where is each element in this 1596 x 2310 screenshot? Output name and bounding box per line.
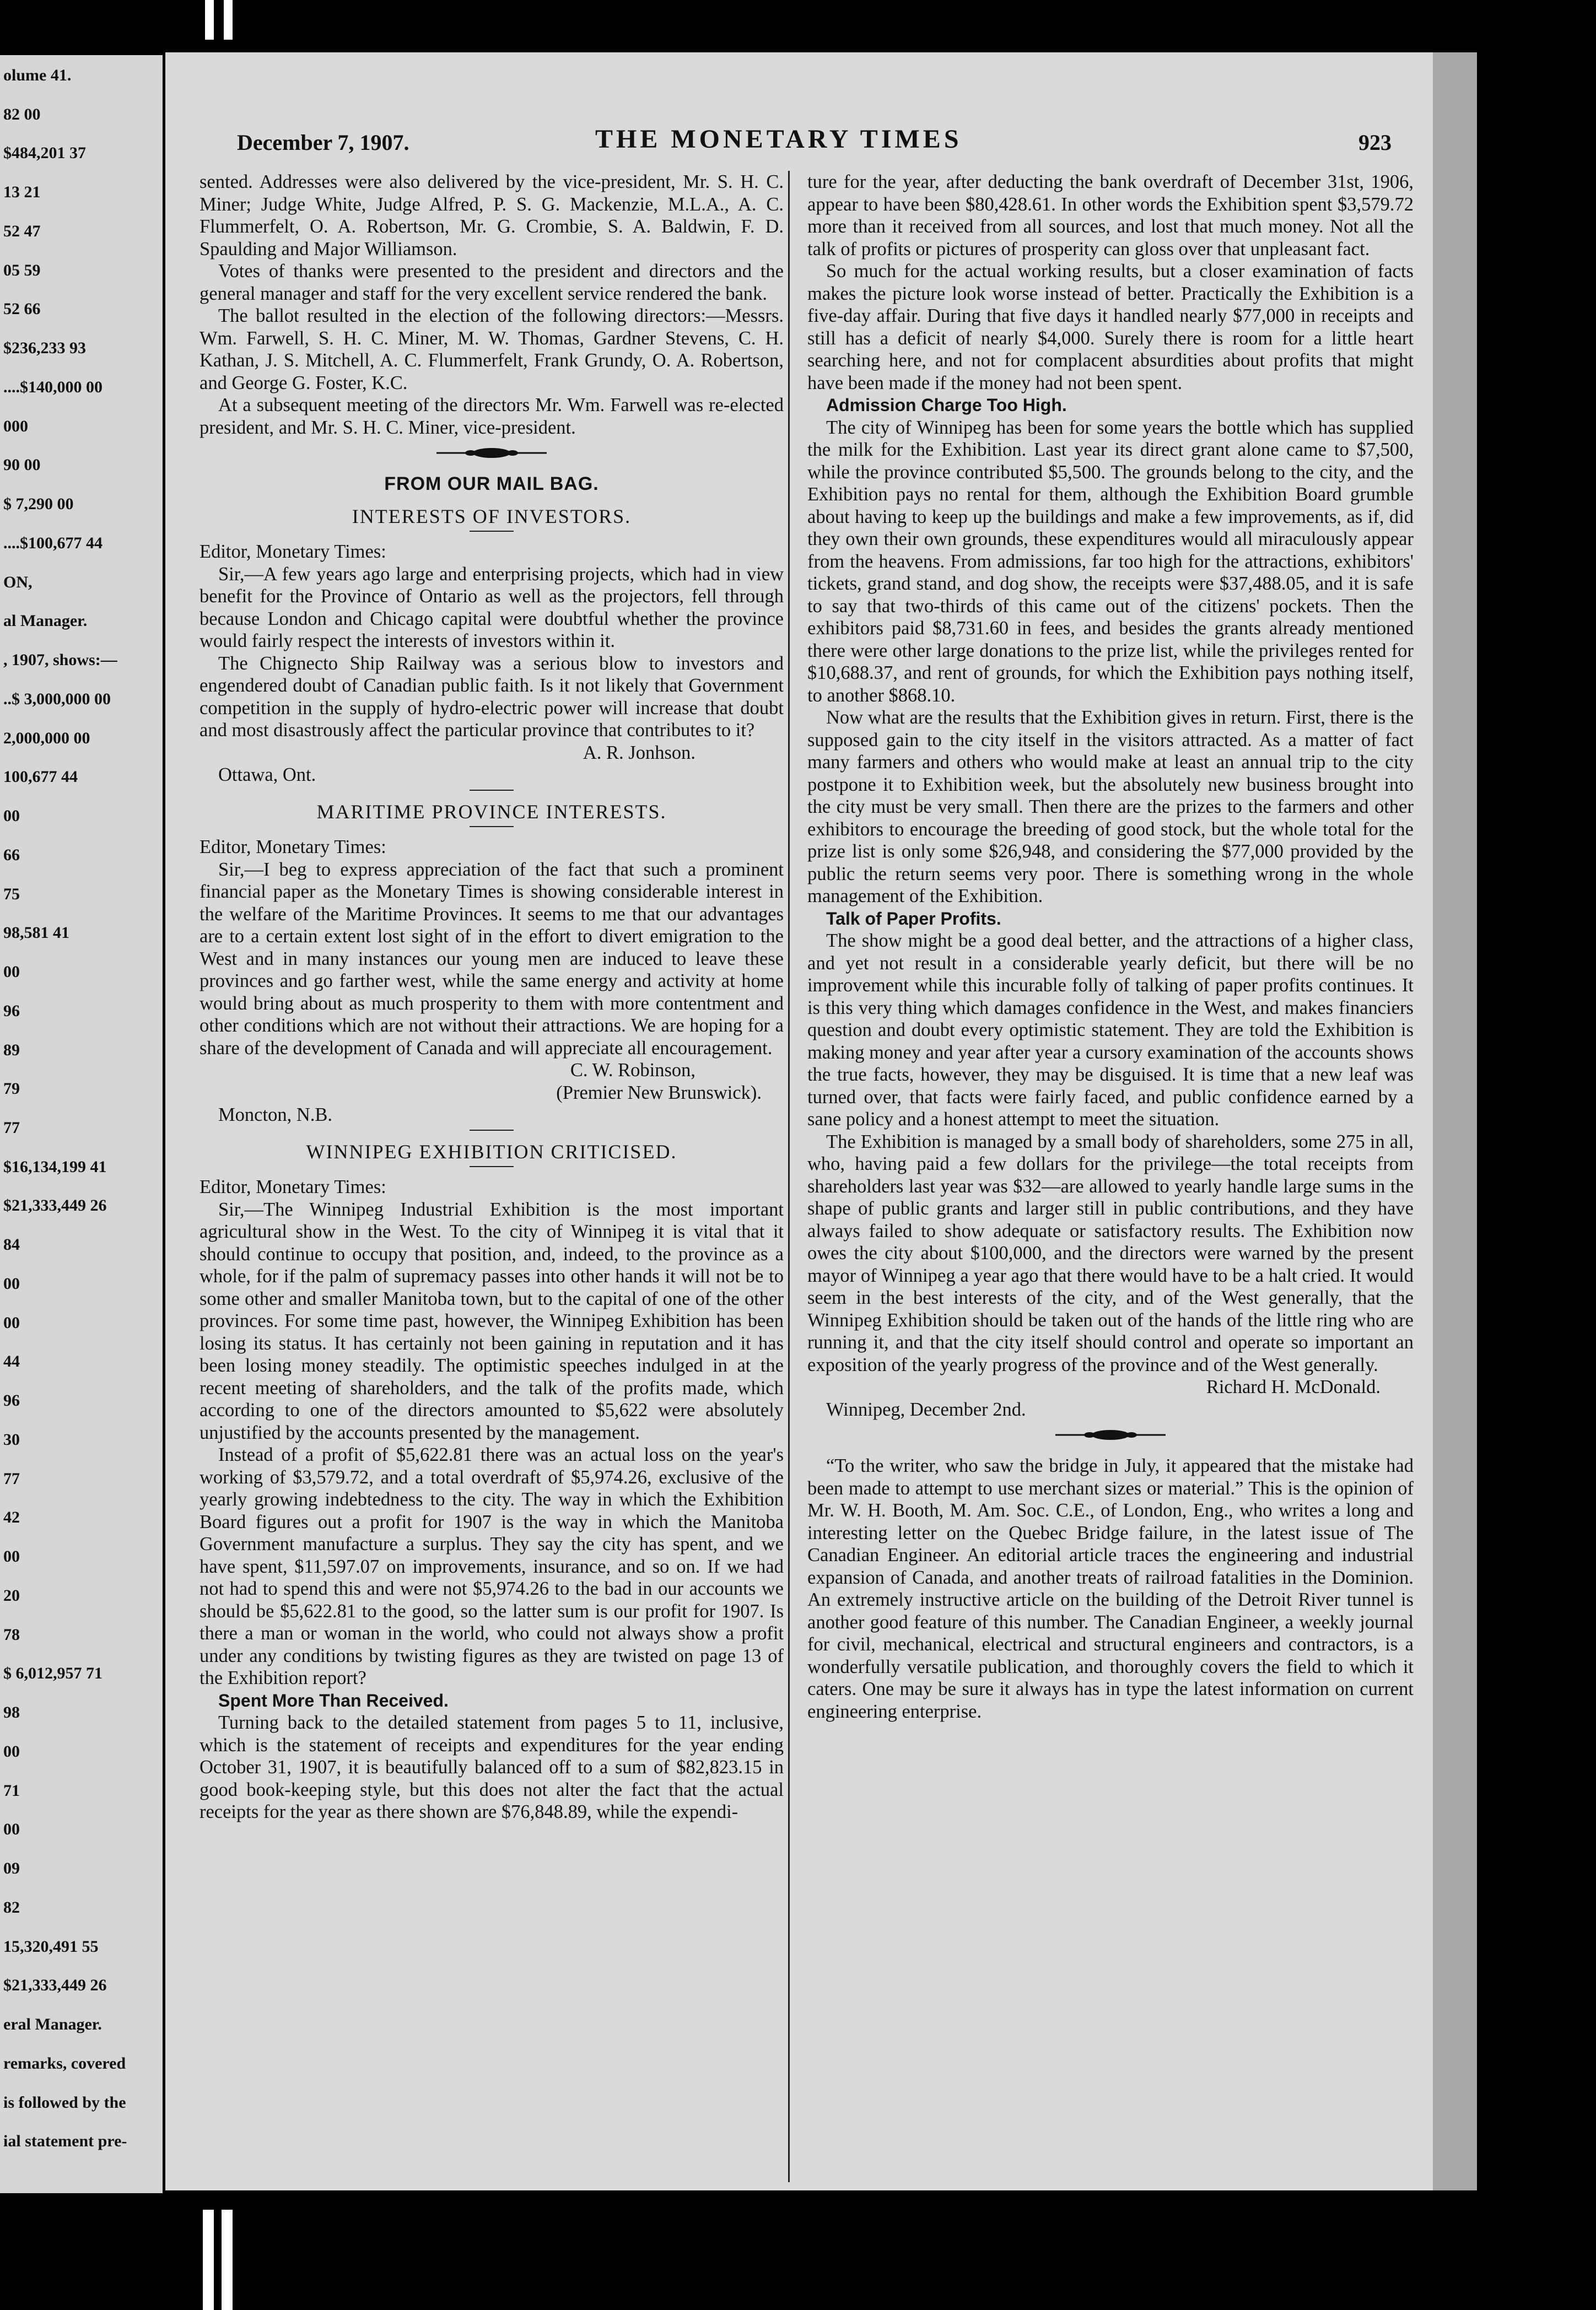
previous-page-fragment: 90 00 [3, 456, 41, 474]
previous-page-fragment: 52 66 [3, 300, 41, 319]
previous-page-fragment: 15,320,491 55 [3, 1937, 99, 1956]
previous-page-fragment: 00 [3, 1820, 20, 1839]
previous-page-fragment: $21,333,449 26 [3, 1196, 107, 1215]
previous-page-fragment: 20 [3, 1586, 20, 1605]
previous-page-fragment: 00 [3, 1742, 20, 1761]
dateline: Moncton, N.B. [218, 1104, 332, 1125]
previous-page-fragment: 00 [3, 1274, 20, 1293]
column-rule [788, 171, 790, 2182]
letter-paragraph: Instead of a profit of $5,622.81 there was an actual loss on the year's working of $3,579.72, and a total overdraft of $5,974.26, exclusive of the yearly growing indebtedness to the city. The way in which the Exhibition Board figures out a profit for 1907 is the way in which the Manitoba Government manufacture a surplus. They say the city has spent, and we have spent, $11,597.07 on improvements, insurance, and so on. If we had not had to spend this and were not $5,974.26 to the bad in our accounts we should be $5,622.81 to the good, so the latter sum is our profit for 1907. Is there a man or woman in the world, who could not always show a profit under any conditions by twisting figures as they are twisted on page 13 of the Exhibition report? [199, 1444, 784, 1688]
subheading: Talk of Paper Profits. [826, 908, 1001, 929]
previous-page-fragment: ....$100,677 44 [3, 533, 103, 552]
letter-paragraph: Sir,—I beg to express appreciation of the fact that such a prominent financial paper as the Monetary Times is showing considerable interest in the welfare of the Maritime Provinces. It seems to me that our advantages are to a certain extent lost sight of in the effort to divert emigration to the West and in many instances our young men are induced to leave these provinces and go farther west, while the same energy and activity at home would bring about as much prosperity to them with more contentment and other conditions which are not without their attractions. We are hoping for a share of the development of Canada and will appreciate all encouragement. [199, 859, 784, 1059]
signature-title: (Premier New Brunswick). [556, 1082, 762, 1103]
previous-page-fragment: 75 [3, 884, 20, 903]
previous-page-fragment: , 1907, shows:— [3, 651, 117, 670]
salutation: Editor, Monetary Times: [199, 1176, 386, 1197]
article-paragraph: “To the writer, who saw the bridge in July, it appeared that the mistake had been made to attempt to use merchant sizes or material.” This is the opinion of Mr. W. H. Booth, M. Am. Soc. C.E., of London, Eng., who writes a long and interesting letter on the Quebec Bridge failure, in the latest issue of The Canadian Engineer. An editorial article traces the engineering and industrial expansion of Canada, and another treats of railroad fatalities in the Dominion. An extremely instructive article on the building of the Detroit River tunnel is another good feature of this number. The Canadian Engineer, a weekly journal for civil, mechanical, electrical and structural engineers and contractors, is a wonderfully versatile publication, and thoroughly covers the field to which it caters. One may be sure it always has in type the latest information on current engineering enterprise. [807, 1455, 1414, 1722]
letter-paragraph: Now what are the results that the Exhibition gives in return. First, there is the supposed gain to the city itself in the visitors attracted. As a matter of fact many farmers and others who would make at least an annual trip to the city postpone it to Exhibition week, but the absolutely new business brought into the city must be very small. Then there are the prizes to the farmers and other exhibitors to encourage the breeding of good stock, but the whole total for the prize list is only some $26,948, and considering the $77,000 provided by the public the return seems very poor. There is something wrong in the whole management of the Exhibition. [807, 707, 1414, 906]
article-paragraph: The ballot resulted in the election of the following directors:—Messrs. Wm. Farwell, S. H. C. Miner, M. W. Thomas, Gardner Stevens, C. H. Kathan, J. S. Mitchell, A. C. Flummerfelt, Frank Grundy, O. A. Robertson, and George G. Foster, K.C. [199, 305, 784, 393]
previous-page-fragment: 79 [3, 1080, 20, 1098]
letter-paragraph: Sir,—The Winnipeg Industrial Exhibition is the most important agricultural show in the West. To the city of Winnipeg it is vital that it should continue to occupy that position, and, indeed, to the province as a whole, for if the palm of supremacy passes into other hands it will not be to some other and smaller Manitoba town, but to the capital of one of the other provinces. For some time past, however, the Winnipeg Exhibition has been losing its status. It has certainly not been gaining in reputation and it has been losing money steadily. The optimistic speeches indulged in at the recent meeting of shareholders, and the talk of the profits made, which according to one of the directors amounted to $5,622 were absolutely unjustified by the accounts presented by the management. [199, 1199, 784, 1443]
previous-page-fragment: ....$140,000 00 [3, 377, 103, 396]
letter-paragraph: The Exhibition is managed by a small body of shareholders, some 275 in all, who, having paid a few dollars for the privilege—the total receipts from shareholders last year was $32—are allowed to yearly handle large sums in the shape of public grants and larger still in public contributions, and they have always failed to show adequate or satisfactory results. The Exhibition now owes the city about $100,000, and the directors were warned by the present mayor of Winnipeg a year ago that there would have to be a halt cried. It would seem in the best interests of the city, and of the West generally, that the Winnipeg Exhibition should be taken out of the hands of the little ring who are running it, and that the city itself should control and operate so important an exposition of the yearly progress of the province and of the West generally. [807, 1131, 1414, 1375]
previous-page-fragment: 42 [3, 1508, 20, 1527]
previous-page-fragment: 82 00 [3, 105, 41, 123]
previous-page-edge [0, 55, 163, 2193]
short-rule [470, 1166, 514, 1167]
previous-page-fragment: al Manager. [3, 612, 88, 630]
issue-date: December 7, 1907. [237, 130, 409, 155]
short-rule [470, 531, 514, 532]
previous-page-fragment: 84 [3, 1235, 20, 1254]
previous-page-fragment: 77 [3, 1469, 20, 1488]
previous-page-fragment: ial statement pre- [3, 2132, 127, 2151]
page-number: 923 [1358, 130, 1392, 155]
article-paragraph: sented. Addresses were also delivered by the vice-president, Mr. S. H. C. Miner; Judge White, Judge Alfred, P. S. G. Mackenzie, M.L.A., A. C. Flummerfelt, O. A. Robertson, Mr. G. Crombie, S. A. Baldwin, F. D. Spaulding and Major Williamson. [199, 171, 784, 260]
dateline: Winnipeg, December 2nd. [826, 1399, 1026, 1420]
previous-page-fragment: $ 7,290 00 [3, 495, 74, 514]
signature: A. R. Jonhson. [583, 742, 695, 763]
letter-paragraph: The city of Winnipeg has been for some years the bottle which has supplied the milk for the Exhibition. Last year its direct grant alone came to $7,500, while the province contributed $5,500. The grounds belong to the city, and the Exhibition pays no rental for them, although the Exhibition Board grumble about having to keep up the buildings and make a few improvements, as if, did they own their own grounds, these expenditures would all miraculously appear from the heavens. From admissions, far too high for the attractions, exhibitors' tickets, grand stand, and dog show, the receipts were $37,488.05, and it is safe to say that two-thirds of this came out of the citizens' pockets. Then the exhibitors paid $8,731.60 in fees, and besides the grants already mentioned there were other large donations to the prize list, while the privileges rented for $10,688.37, and rent of grounds, for which the Exhibition pays nothing itself, to another $868.10. [807, 417, 1414, 706]
letter-title: INTERESTS OF INVESTORS. [352, 505, 632, 527]
previous-page-fragment: 66 [3, 845, 20, 864]
right-column [807, 171, 1414, 1723]
ornament-divider [807, 1428, 1414, 1442]
previous-page-fragment: 44 [3, 1352, 20, 1371]
page-header [165, 124, 1433, 163]
subheading: Spent More Than Received. [218, 1690, 449, 1710]
previous-page-fragment: $21,333,449 26 [3, 1976, 107, 1995]
previous-page-fragment: $484,201 37 [3, 144, 86, 163]
previous-page-fragment: 000 [3, 417, 28, 435]
previous-page-fragment: 100,677 44 [3, 768, 78, 786]
salutation: Editor, Monetary Times: [199, 541, 386, 562]
previous-page-fragment: $ 6,012,957 71 [3, 1664, 103, 1683]
salutation: Editor, Monetary Times: [199, 836, 386, 857]
binding-mark [203, 2210, 214, 2310]
binding-mark [222, 2210, 233, 2310]
letter-title: WINNIPEG EXHIBITION CRITICISED. [306, 1140, 677, 1163]
letter-paragraph: The show might be a good deal better, and the attractions of a higher class, and yet not result in a considerable yearly deficit, but there will be no improvement while this incurable folly of talking of paper profits continues. It is this very thing which damages confidence in the West, and makes financiers question and doubt every optimistic statement. They are told the Exhibition is making money and year after year a cursory examination of the accounts shows the true facts, however, they may be disguised. It is time that a new leaf was turned over, that facts were fairly faced, and public confidence earned by a sane policy and a honest attempt to meet the situation. [807, 930, 1414, 1130]
article-paragraph: Votes of thanks were presented to the president and directors and the general manager and staff for the very excellent service rendered the bank. [199, 261, 784, 304]
letter-paragraph: Sir,—A few years ago large and enterprising projects, which had in view benefit for the Province of Ontario as well as the projectors, fell through because London and Chicago capital were doubtful whether the province would fairly respect the interests of investors within it. [199, 563, 784, 651]
subheading: Admission Charge Too High. [826, 395, 1067, 415]
previous-page-fragment: 00 [3, 807, 20, 825]
previous-page-fragment: olume 41. [3, 66, 72, 84]
previous-page-fragment: 52 47 [3, 222, 41, 240]
masthead: THE MONETARY TIMES [595, 125, 962, 154]
previous-page-fragment: 78 [3, 1625, 20, 1644]
dateline: Ottawa, Ont. [218, 764, 316, 785]
previous-page-fragment: 89 [3, 1040, 20, 1059]
newspaper-page [165, 52, 1433, 2190]
binding-mark [224, 0, 233, 40]
previous-page-fragment: 00 [3, 963, 20, 981]
letter-title: MARITIME PROVINCE INTERESTS. [316, 800, 667, 823]
previous-page-fragment: is followed by the [3, 2093, 126, 2112]
previous-page-fragment: 13 21 [3, 183, 41, 202]
previous-page-fragment: 82 [3, 1898, 20, 1917]
letter-paragraph: ture for the year, after deducting the bank overdraft of December 31st, 1906, appear to have been $80,428.61. In other words the Exhibition spent $3,579.72 more than it received from all sources, and lost that much money. Not all the talk of profits or pictures of prosperity can gloss over that unpleasant fact. [807, 171, 1414, 260]
binding-mark [205, 0, 214, 40]
letter-paragraph: Turning back to the detailed statement from pages 5 to 11, inclusive, which is the statement of receipts and expenditures for the year ending October 31, 1907, it is beautifully balanced off to a sum of $82,823.15 in good book-keeping style, but this does not alter the fact that the actual receipts for the year as there shown are $76,848.89, while the expendi- [199, 1712, 784, 1822]
article-paragraph: At a subsequent meeting of the directors Mr. Wm. Farwell was re-elected president, and Mr. S. H. C. Miner, vice-president. [199, 395, 784, 438]
previous-page-fragment: 71 [3, 1781, 20, 1800]
previous-page-fragment: 98,581 41 [3, 924, 69, 942]
previous-page-fragment: 98 [3, 1703, 20, 1722]
previous-page-fragment: 00 [3, 1547, 20, 1566]
previous-page-fragment: 96 [3, 1391, 20, 1410]
left-column [199, 171, 784, 1823]
previous-page-fragment: 00 [3, 1313, 20, 1332]
page-edge-shadow [1433, 52, 1477, 2190]
previous-page-fragment: eral Manager. [3, 2015, 102, 2034]
previous-page-fragment: 30 [3, 1430, 20, 1449]
short-rule [470, 790, 514, 791]
short-rule [470, 1130, 514, 1131]
letter-paragraph: The Chignecto Ship Railway was a serious blow to investors and engendered doubt of Canadian public faith. Is it not likely that Government competition in the supply of hydro-electric power will increase that doubt and most disastrously affect the particular province that contributes to it? [199, 652, 784, 741]
previous-page-fragment: ..$ 3,000,000 00 [3, 689, 111, 708]
signature: Richard H. McDonald. [1206, 1377, 1381, 1397]
previous-page-fragment: remarks, covered [3, 2054, 126, 2072]
previous-page-fragment: 2,000,000 00 [3, 728, 90, 747]
previous-page-fragment: 77 [3, 1119, 20, 1137]
signature: C. W. Robinson, [570, 1060, 695, 1081]
previous-page-fragment: $16,134,199 41 [3, 1157, 107, 1176]
ornament-divider [199, 446, 784, 460]
short-rule [470, 826, 514, 827]
letter-paragraph: So much for the actual working results, but a closer examination of facts makes the picture look worse instead of better. Practically the Exhibition is a five-day affair. During that five days it handled nearly $77,000 in receipts and still has a deficit of nearly $4,000. Surely there is room for a little heart searching here, and not for complacent absurdities about profits that might have been made if the money had not been spent. [807, 261, 1414, 393]
previous-page-fragment: 09 [3, 1859, 20, 1878]
previous-page-fragment: ON, [3, 573, 33, 591]
previous-page-fragment: $236,233 93 [3, 339, 86, 358]
previous-page-fragment: 05 59 [3, 261, 41, 279]
previous-page-fragment: 96 [3, 1001, 20, 1020]
section-heading: FROM OUR MAIL BAG. [384, 473, 599, 494]
